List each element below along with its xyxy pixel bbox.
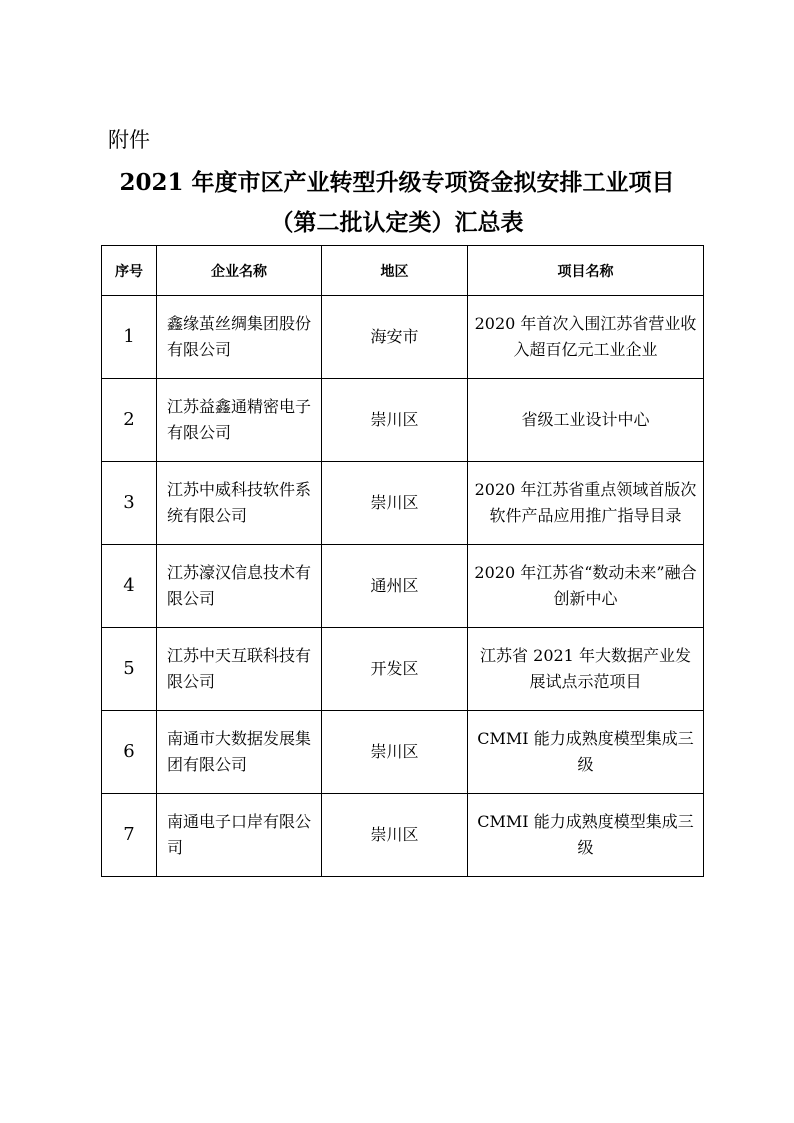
cell-project: 江苏省 2021 年大数据产业发展试点示范项目: [468, 628, 704, 711]
cell-seq: 1: [102, 296, 157, 379]
cell-company: 江苏濠汉信息技术有限公司: [157, 545, 322, 628]
cell-company: 江苏益鑫通精密电子有限公司: [157, 379, 322, 462]
cell-region: 崇川区: [322, 462, 468, 545]
cell-project: CMMI 能力成熟度模型集成三级: [468, 794, 704, 877]
cell-region: 崇川区: [322, 794, 468, 877]
header-company: 企业名称: [157, 246, 322, 296]
cell-project: 省级工业设计中心: [468, 379, 704, 462]
cell-region: 崇川区: [322, 379, 468, 462]
table-row: [102, 794, 704, 877]
cell-project: 2020 年江苏省重点领域首版次软件产品应用推广指导目录: [468, 462, 704, 545]
cell-seq: 6: [102, 711, 157, 794]
cell-region: 海安市: [322, 296, 468, 379]
document-title-line-2: （第二批认定类）汇总表: [270, 209, 524, 236]
cell-region: 开发区: [322, 628, 468, 711]
table-row: [102, 628, 704, 711]
table-header-row: [102, 246, 704, 296]
header-region: 地区: [322, 246, 468, 296]
header-seq: 序号: [102, 246, 157, 296]
table-row: [102, 545, 704, 628]
cell-company: 鑫缘茧丝绸集团股份有限公司: [157, 296, 322, 379]
cell-company: 江苏中天互联科技有限公司: [157, 628, 322, 711]
summary-table: [101, 245, 704, 877]
table-row: [102, 711, 704, 794]
cell-company: 江苏中威科技软件系统有限公司: [157, 462, 322, 545]
cell-seq: 5: [102, 628, 157, 711]
table-row: [102, 462, 704, 545]
cell-project: 2020 年江苏省“数动未来”融合创新中心: [468, 545, 704, 628]
cell-company: 南通电子口岸有限公司: [157, 794, 322, 877]
cell-region: 崇川区: [322, 711, 468, 794]
table-row: [102, 379, 704, 462]
attachment-label: 附件: [108, 128, 150, 152]
cell-project: CMMI 能力成熟度模型集成三级: [468, 711, 704, 794]
cell-seq: 2: [102, 379, 157, 462]
header-project: 项目名称: [468, 246, 704, 296]
cell-company: 南通市大数据发展集团有限公司: [157, 711, 322, 794]
cell-seq: 7: [102, 794, 157, 877]
table-row: [102, 296, 704, 379]
cell-region: 通州区: [322, 545, 468, 628]
cell-seq: 4: [102, 545, 157, 628]
cell-project: 2020 年首次入围江苏省营业收入超百亿元工业企业: [468, 296, 704, 379]
document-title-line-1: 2021 年度市区产业转型升级专项资金拟安排工业项目: [119, 169, 675, 196]
cell-seq: 3: [102, 462, 157, 545]
